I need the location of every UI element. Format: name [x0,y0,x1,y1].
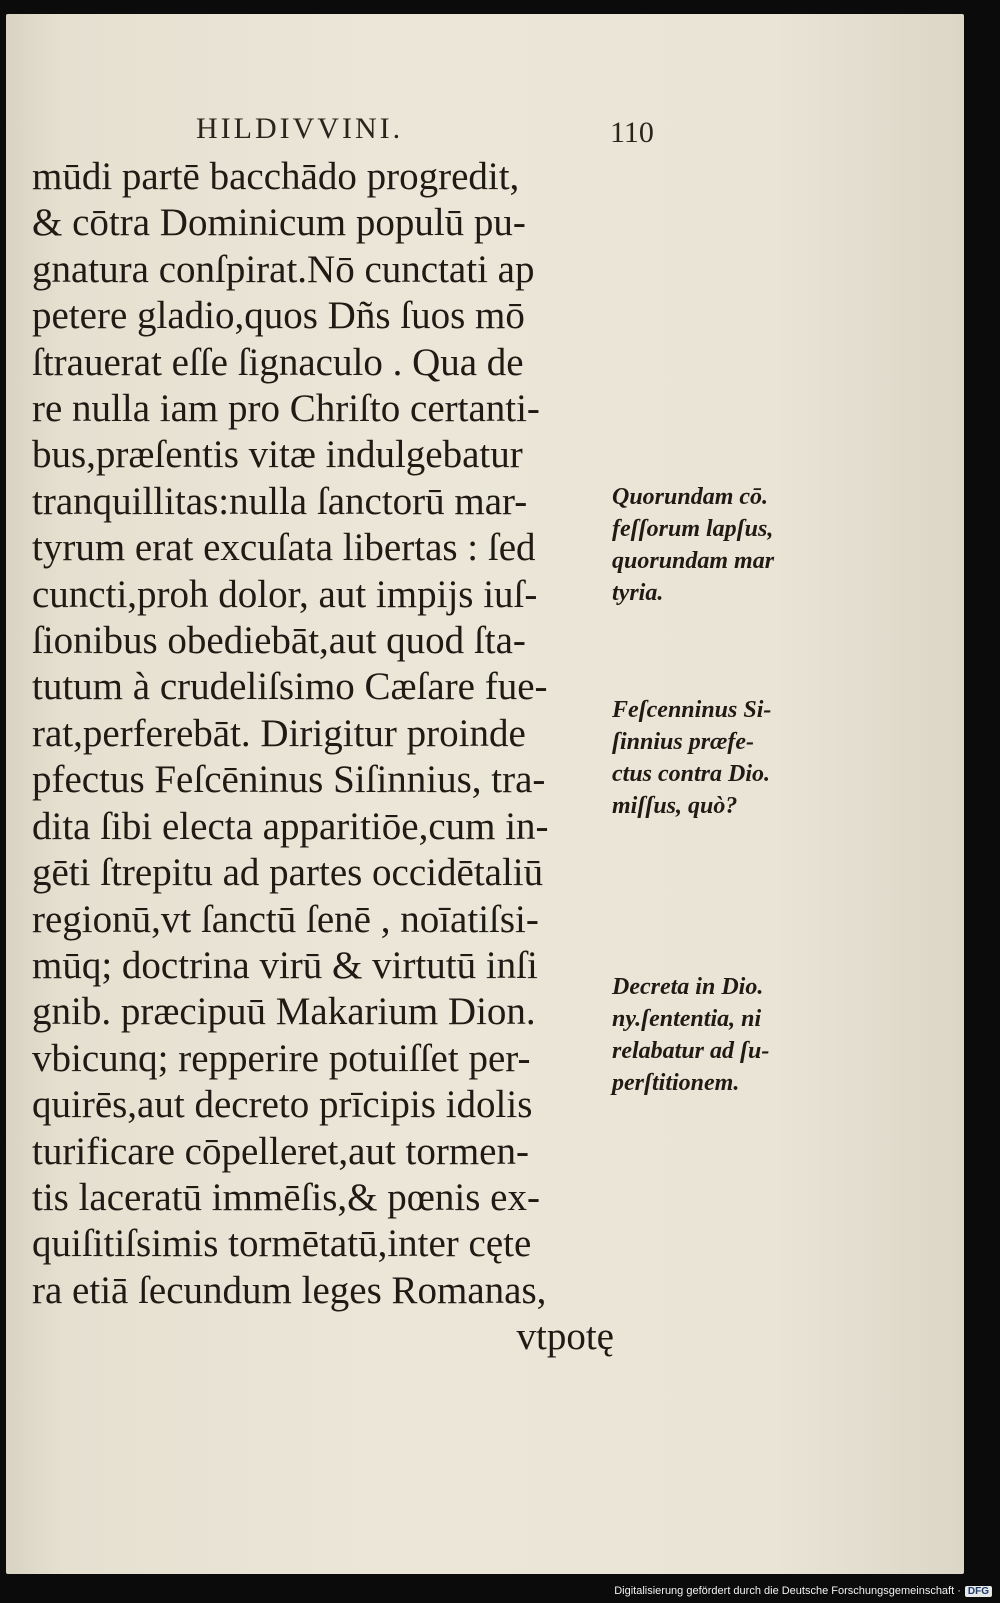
text-line: petere gladio,quos Dñs ſuos mō [32,294,525,338]
text-line: tutum à crudeliſsimo Cæſare fue- [32,665,548,709]
note-line: feſſorum lapſus, [612,516,774,542]
text-line: & cōtra Dominicum populū pu- [32,201,526,245]
main-text-block [32,154,632,1361]
text-line: mūq; doctrina virū & virtutū inſi [32,943,538,987]
marginal-note-decreta [612,971,842,1099]
note-line: ſinnius præfe- [612,729,755,755]
text-line: quirēs,aut decreto prīcipis idolis [32,1083,533,1127]
text-line: gnib. præcipuū Makarium Dion. [32,990,536,1034]
text-line: vbicunq; repperire potuiſſet per- [32,1036,531,1080]
dfg-logo-icon: DFG [965,1586,992,1597]
page-number: 110 [610,116,654,149]
note-line: Decreta in Dio. [612,974,764,1000]
marginal-note-sisinnius [612,694,842,822]
book-page [6,14,964,1574]
text-line: ra etiā ſecundum leges Romanas, [32,1268,547,1312]
catchword: vtpotę [516,1315,614,1359]
note-line: Quorundam cō. [612,484,769,510]
note-line: relabatur ad ſu- [612,1038,770,1064]
text-line: tis laceratū immēſis,& pœnis ex- [32,1175,540,1219]
text-line: rat,perferebāt. Dirigitur proinde [32,711,526,755]
text-line: regionū,vt ſanctū ſenē , noīatiſsi- [32,897,539,941]
text-line: ſionibus obediebāt,aut quod ſta- [32,619,526,663]
text-line: tranquillitas:nulla ſanctorū mar- [32,479,528,523]
marginal-note-lapsus [612,481,842,609]
note-line: tyria. [612,580,664,606]
text-line: gnatura conſpirat.Nō cunctati ap [32,247,535,291]
text-line: bus,præſentis vitæ indulgebatur [32,433,523,477]
note-line: miſſus, quò? [612,793,738,819]
text-line: quiſitiſsimis tormētatū,inter cęte [32,1222,532,1266]
note-line: perſtitionem. [612,1070,740,1096]
text-line: re nulla iam pro Chriſto certanti- [32,387,540,431]
digitization-credit [614,1585,992,1597]
note-line: ctus contra Dio. [612,761,771,787]
text-line: mūdi partē bacchādo progredit, [32,155,520,198]
note-line: ny.ſententia, ni [612,1006,762,1032]
text-line: dita ſibi electa apparitiōe,cum in- [32,804,549,848]
text-line: tyrum erat excuſata libertas : ſed [32,526,536,570]
running-head: HILDIVVINI. [196,112,404,145]
text-line: gēti ſtrepitu ad partes occidētaliū [32,851,544,895]
text-line: ſtrauerat eſſe ſignaculo . Qua de [32,340,524,384]
text-line: pfectus Feſcēninus Siſinnius, tra- [32,758,546,802]
note-line: Feſcenninus Si- [612,697,772,723]
note-line: quorundam mar [612,548,775,574]
credit-text: Digitalisierung gefördert durch die Deutsche Forschungsgemeinschaft · [614,1585,961,1597]
text-line: cuncti,proh dolor, aut impijs iuſ- [32,572,538,616]
text-line: turificare cōpelleret,aut tormen- [32,1129,529,1173]
